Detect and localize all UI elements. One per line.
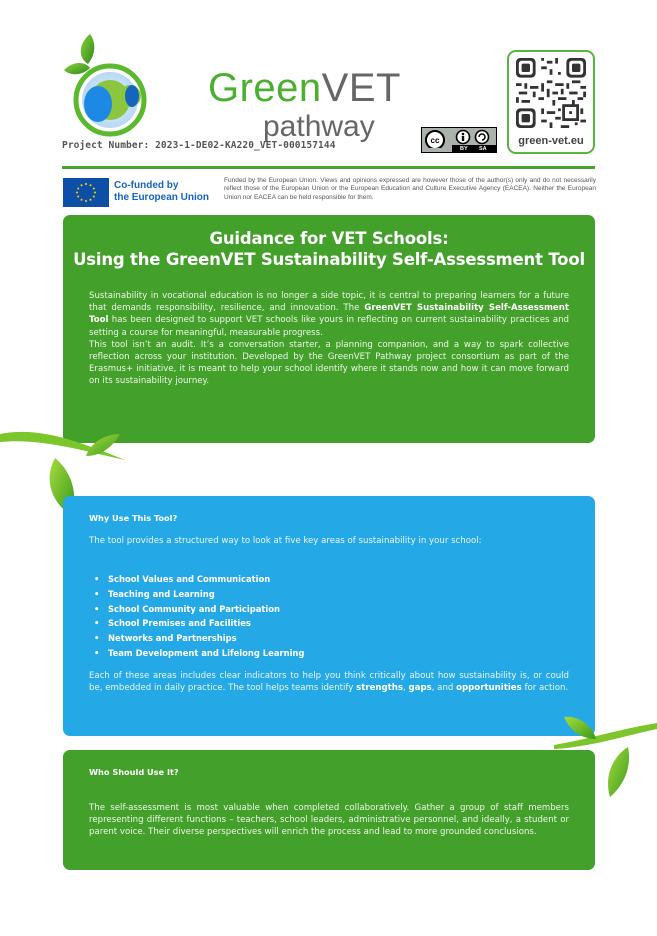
cofunded-label: Co-funded by the European Union [114, 180, 209, 203]
qr-code-box[interactable] [507, 50, 595, 154]
list-item: • Team Development and Lifelong Learning [108, 646, 304, 661]
project-number: Project Number: 2023-1-DE02-KA220_VET-000157144 [62, 140, 336, 151]
intro-card [63, 215, 595, 443]
eu-flag-icon [63, 178, 109, 207]
header-divider [62, 166, 595, 169]
svg-text:cc: cc [430, 136, 440, 145]
qr-code-icon [516, 58, 586, 128]
creative-commons-by-sa-icon: cc BY SA [421, 127, 497, 153]
why-heading: Why Use This Tool? [89, 513, 178, 523]
who-heading: Who Should Use It? [89, 767, 179, 777]
why-outro: Each of these areas includes clear indicators to help you think critically about how sustainability is, or could be, embedded in daily practice. The tool helps teams identify strengths, gaps, and opportunities for action. [89, 671, 569, 694]
list-item: • School Community and Participation [108, 602, 304, 617]
website-url[interactable]: green-vet.eu [518, 135, 584, 147]
globe-gear-leaf-icon [60, 30, 160, 140]
list-item: • School Premises and Facilities [108, 616, 304, 631]
who-should-use-card [63, 750, 595, 870]
intro-text: Sustainability in vocational education is no longer a side topic, it is central to preparing learners for a future that demands responsibility, resilience, and innovation. The GreenVET Sustainability Self-Assessment Tool has been designed to support VET schools like yours in reflecting on current sustainability practices and setting a course for meaningful, measurable progress. This tool isn’t an audit. It’s a conversation starter, a planning companion, and a way to spark collective reflection across your institution. Developed by the GreenVET Pathway project consortium as part of the Erasmus+ initiative, it is meant to help your school identify where it stands now and how it can move forward on its sustainability journey. [89, 291, 569, 387]
list-item: • Teaching and Learning [108, 587, 304, 602]
why-intro: The tool provides a structured way to look at five key areas of sustainability in your school: [89, 536, 482, 546]
funding-disclaimer: Funded by the European Union. Views and opinions expressed are however those of the author(s) only and do not necessarily reflect those of the European Union or the European Education and Culture Executive Agency (EACEA). Neither the European Union nor EACEA can be held responsible for them. [224, 177, 596, 201]
list-item: • Networks and Partnerships [108, 631, 304, 646]
brand-subtitle: pathway [263, 110, 375, 143]
list-item: • School Values and Communication [108, 572, 304, 587]
sustainability-areas-list [108, 572, 304, 661]
greenvet-logo [60, 30, 401, 143]
why-use-card [63, 496, 595, 736]
page-title: Guidance for VET Schools: Using the GreenVET Sustainability Self-Assessment Tool [73, 229, 585, 269]
brand-name: GreenVET [208, 66, 401, 110]
who-text: The self-assessment is most valuable when completed collaboratively. Gather a group of staff members representing different functions – teachers, school leaders, administrative personnel, and ideally, a student or parent voice. Their diverse perspectives will enrich the process and lead to more grounded conclusions. [89, 803, 569, 838]
